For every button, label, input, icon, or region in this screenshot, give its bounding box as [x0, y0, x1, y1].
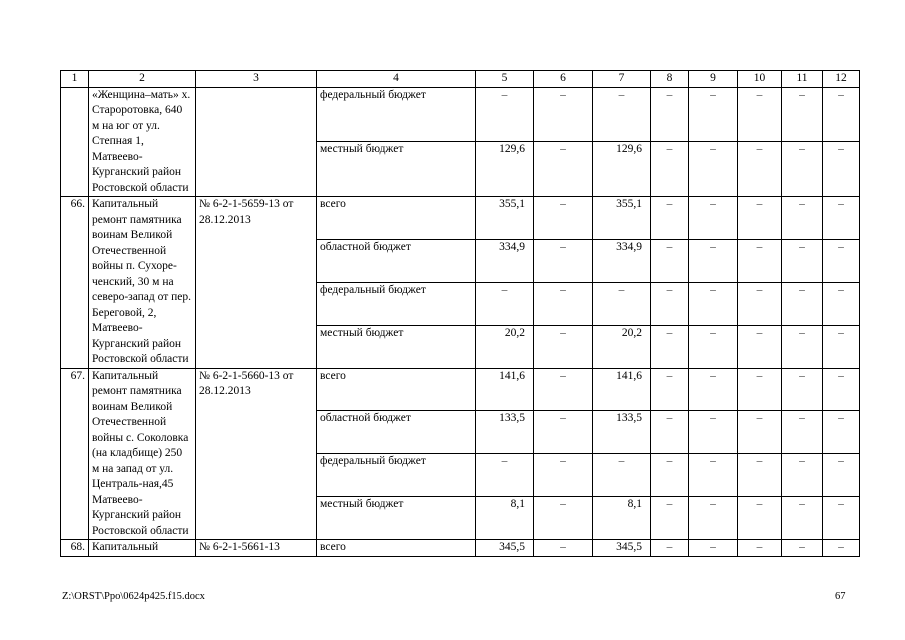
value-cell: –	[651, 368, 689, 411]
value-cell: –	[534, 197, 593, 240]
funding-source: всего	[317, 197, 476, 240]
table-row	[61, 87, 860, 142]
value-cell: –	[534, 87, 593, 142]
value-cell: –	[738, 497, 782, 540]
value-cell: –	[534, 282, 593, 325]
value-cell: –	[823, 454, 860, 497]
value-cell: 345,5	[476, 540, 534, 557]
value-cell: 355,1	[476, 197, 534, 240]
value-cell: 141,6	[593, 368, 651, 411]
value-cell: –	[651, 325, 689, 368]
value-cell: –	[782, 239, 823, 282]
value-cell: –	[689, 87, 738, 142]
value-cell: –	[534, 454, 593, 497]
value-cell: –	[782, 368, 823, 411]
value-cell: –	[651, 239, 689, 282]
value-cell: –	[534, 411, 593, 454]
value-cell: –	[782, 87, 823, 142]
table-row	[61, 368, 860, 411]
header-row	[61, 71, 860, 88]
value-cell: –	[738, 368, 782, 411]
value-cell: –	[689, 454, 738, 497]
value-cell: –	[823, 239, 860, 282]
object-name: «Женщина–мать» х. Староротовка, 640 м на юг от ул. Степная 1, Матвеево-Курганский район Ростовской области	[89, 87, 196, 197]
funding-source: областной бюджет	[317, 239, 476, 282]
header-cell: 10	[738, 71, 782, 88]
header-cell: 9	[689, 71, 738, 88]
value-cell: –	[689, 411, 738, 454]
value-cell: –	[534, 540, 593, 557]
header-cell: 12	[823, 71, 860, 88]
value-cell: –	[782, 454, 823, 497]
header-cell: 4	[317, 71, 476, 88]
document-ref: № 6-2-1-5661-13	[196, 540, 317, 557]
value-cell: –	[689, 197, 738, 240]
object-name: Капитальный	[89, 540, 196, 557]
value-cell: –	[782, 497, 823, 540]
document-ref: № 6-2-1-5659-13 от 28.12.2013	[196, 197, 317, 369]
funding-source: местный бюджет	[317, 142, 476, 197]
header-cell: 2	[89, 71, 196, 88]
value-cell: –	[823, 411, 860, 454]
value-cell: –	[651, 497, 689, 540]
value-cell: –	[738, 239, 782, 282]
funding-source: федеральный бюджет	[317, 454, 476, 497]
value-cell: –	[823, 142, 860, 197]
value-cell: –	[651, 142, 689, 197]
value-cell: –	[738, 142, 782, 197]
document-ref: № 6-2-1-5660-13 от 28.12.2013	[196, 368, 317, 540]
value-cell: –	[823, 197, 860, 240]
value-cell: –	[689, 142, 738, 197]
value-cell: 8,1	[476, 497, 534, 540]
file-path: Z:\ORST\Ppo\0624p425.f15.docx	[62, 591, 205, 602]
value-cell: –	[823, 497, 860, 540]
value-cell: 20,2	[476, 325, 534, 368]
header-cell: 6	[534, 71, 593, 88]
item-number: 66.	[61, 197, 89, 369]
funding-source: федеральный бюджет	[317, 282, 476, 325]
value-cell: –	[782, 282, 823, 325]
header-cell: 3	[196, 71, 317, 88]
value-cell: 129,6	[593, 142, 651, 197]
value-cell: –	[534, 497, 593, 540]
value-cell: –	[689, 497, 738, 540]
value-cell: –	[738, 282, 782, 325]
funding-source: местный бюджет	[317, 497, 476, 540]
value-cell: –	[651, 411, 689, 454]
document-ref	[196, 87, 317, 197]
value-cell: –	[689, 368, 738, 411]
value-cell: 345,5	[593, 540, 651, 557]
value-cell: 133,5	[476, 411, 534, 454]
page-number: 67	[835, 591, 846, 602]
value-cell: –	[534, 368, 593, 411]
table-row	[61, 197, 860, 240]
value-cell: –	[782, 142, 823, 197]
value-cell: 8,1	[593, 497, 651, 540]
value-cell: 20,2	[593, 325, 651, 368]
value-cell: –	[782, 411, 823, 454]
value-cell: 355,1	[593, 197, 651, 240]
value-cell: –	[651, 540, 689, 557]
value-cell: –	[823, 368, 860, 411]
value-cell: –	[689, 540, 738, 557]
header-cell: 8	[651, 71, 689, 88]
item-number: 68.	[61, 540, 89, 557]
value-cell: –	[738, 325, 782, 368]
value-cell: 129,6	[476, 142, 534, 197]
funding-source: всего	[317, 368, 476, 411]
value-cell: 133,5	[593, 411, 651, 454]
value-cell: 334,9	[593, 239, 651, 282]
value-cell: –	[782, 197, 823, 240]
table-row	[61, 540, 860, 557]
value-cell: –	[689, 282, 738, 325]
object-name: Капитальный ремонт памятника воинам Великой Отечественной войны п. Сухоре-ченский, 30 м на северо-запад от пер. Береговой, 2, Матвеево-Курганский район Ростовской области	[89, 197, 196, 369]
value-cell: –	[534, 239, 593, 282]
header-cell: 5	[476, 71, 534, 88]
budget-table	[60, 70, 860, 557]
value-cell: –	[593, 87, 651, 142]
value-cell: –	[782, 325, 823, 368]
value-cell: –	[738, 411, 782, 454]
value-cell: –	[593, 282, 651, 325]
value-cell: –	[782, 540, 823, 557]
value-cell: –	[823, 540, 860, 557]
value-cell: –	[689, 325, 738, 368]
value-cell: –	[738, 540, 782, 557]
header-cell: 1	[61, 71, 89, 88]
value-cell: –	[651, 197, 689, 240]
value-cell: –	[651, 454, 689, 497]
funding-source: местный бюджет	[317, 325, 476, 368]
value-cell: –	[534, 142, 593, 197]
value-cell: –	[476, 282, 534, 325]
value-cell: –	[823, 87, 860, 142]
header-cell: 11	[782, 71, 823, 88]
value-cell: –	[476, 87, 534, 142]
funding-source: областной бюджет	[317, 411, 476, 454]
object-name: Капитальный ремонт памятника воинам Великой Отечественной войны с. Соколовка (на кладбище) 250 м на запад от ул. Централь-ная,45 Матвеево-Курганский район Ростовской области	[89, 368, 196, 540]
value-cell: –	[689, 239, 738, 282]
value-cell: 141,6	[476, 368, 534, 411]
item-number: 67.	[61, 368, 89, 540]
value-cell: 334,9	[476, 239, 534, 282]
value-cell: –	[823, 282, 860, 325]
value-cell: –	[738, 454, 782, 497]
value-cell: –	[823, 325, 860, 368]
value-cell: –	[534, 325, 593, 368]
header-cell: 7	[593, 71, 651, 88]
value-cell: –	[476, 454, 534, 497]
value-cell: –	[593, 454, 651, 497]
value-cell: –	[651, 282, 689, 325]
funding-source: федеральный бюджет	[317, 87, 476, 142]
value-cell: –	[651, 87, 689, 142]
item-number	[61, 87, 89, 197]
value-cell: –	[738, 87, 782, 142]
value-cell: –	[738, 197, 782, 240]
funding-source: всего	[317, 540, 476, 557]
